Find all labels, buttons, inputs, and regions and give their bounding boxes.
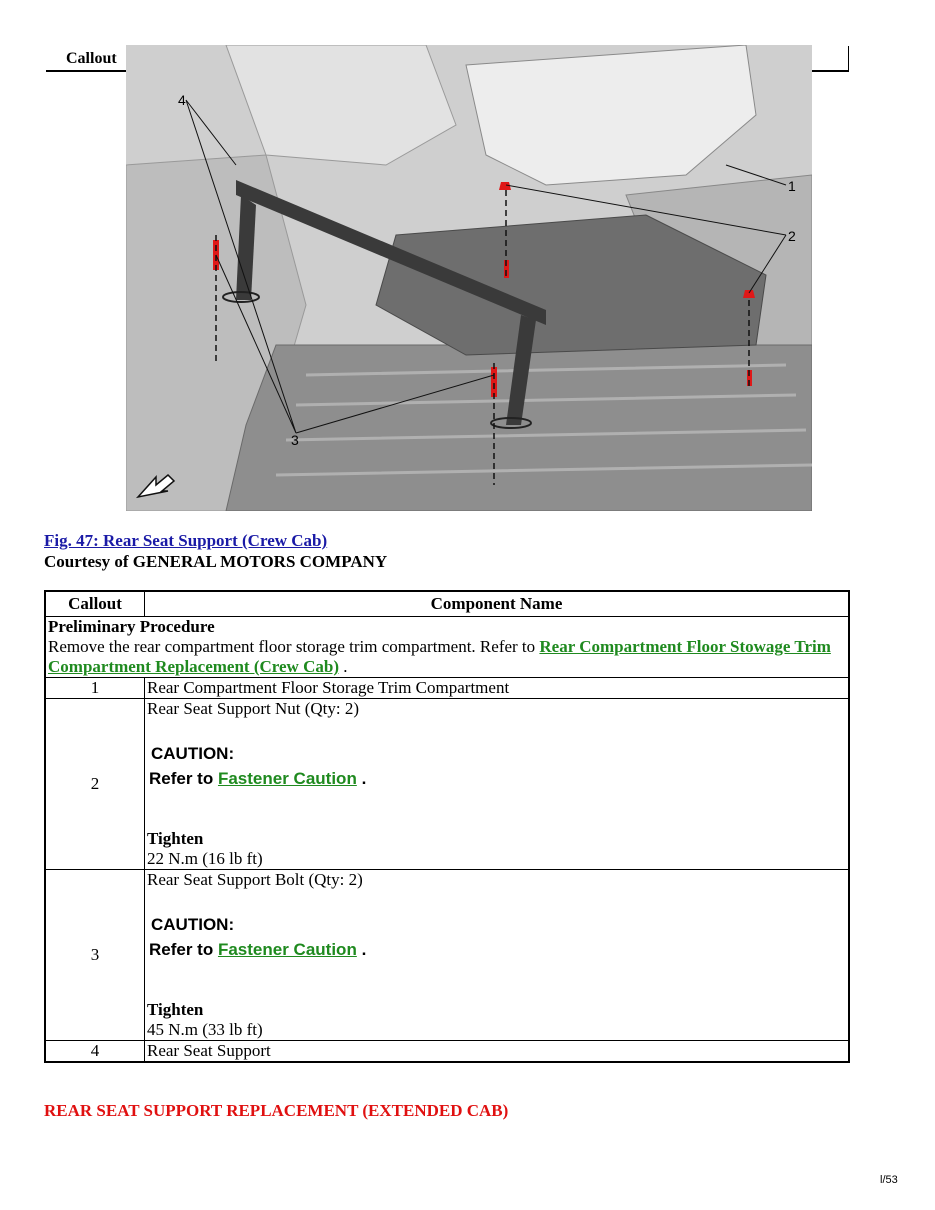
row-callout: 2 bbox=[45, 699, 145, 870]
header-callout: Callout bbox=[45, 591, 145, 617]
preliminary-text: Remove the rear compartment floor storage trim compartment. Refer to bbox=[48, 637, 536, 656]
hidden-header-callout: Callout bbox=[66, 50, 117, 67]
table-row bbox=[45, 699, 849, 870]
caution-reference bbox=[149, 766, 846, 791]
preliminary-procedure bbox=[45, 617, 849, 678]
row-callout: 1 bbox=[45, 678, 145, 699]
caution-reference bbox=[149, 937, 846, 962]
caution-end: . bbox=[361, 940, 367, 959]
illustration-drawing bbox=[126, 45, 812, 511]
torque-value: 22 N.m (16 lb ft) bbox=[147, 849, 263, 868]
component-table bbox=[44, 590, 850, 1063]
preliminary-link[interactable]: Rear Compartment Floor Stowage Trim Compartment Replacement (Crew Cab) bbox=[48, 637, 831, 676]
table-header-row bbox=[45, 591, 849, 617]
row-component-name: Rear Seat Support bbox=[145, 1041, 850, 1063]
figure-caption bbox=[44, 531, 327, 551]
caution-prefix: Refer to bbox=[149, 940, 214, 959]
caution-prefix: Refer to bbox=[149, 769, 214, 788]
caution-title: CAUTION: bbox=[151, 744, 235, 763]
row-component-name: Rear Seat Support Bolt (Qty: 2) bbox=[147, 870, 363, 889]
table-row bbox=[45, 678, 849, 699]
torque-value: 45 N.m (33 lb ft) bbox=[147, 1020, 263, 1039]
row-component-details bbox=[145, 870, 850, 1041]
preliminary-end: . bbox=[343, 657, 348, 676]
callout-label-4: 4 bbox=[178, 92, 186, 108]
callout-label-3: 3 bbox=[291, 432, 299, 448]
caution-end: . bbox=[361, 769, 367, 788]
tighten-label: Tighten bbox=[147, 1000, 204, 1019]
caution-title: CAUTION: bbox=[151, 915, 235, 934]
row-callout: 4 bbox=[45, 1041, 145, 1063]
table-row bbox=[45, 870, 849, 1041]
row-component-details bbox=[145, 699, 850, 870]
section-heading: REAR SEAT SUPPORT REPLACEMENT (EXTENDED CAB) bbox=[44, 1101, 509, 1120]
callout-label-2: 2 bbox=[788, 228, 796, 244]
table-row bbox=[45, 1041, 849, 1063]
tighten-label: Tighten bbox=[147, 829, 204, 848]
header-component-name: Component Name bbox=[145, 591, 850, 617]
row-component-name: Rear Compartment Floor Storage Trim Compartment bbox=[145, 678, 850, 699]
figure-caption-link[interactable]: Fig. 47: Rear Seat Support (Crew Cab) bbox=[44, 531, 328, 550]
caution-block bbox=[151, 741, 846, 791]
figure-courtesy: Courtesy of GENERAL MOTORS COMPANY bbox=[44, 552, 388, 571]
page-number: l/53 bbox=[880, 1174, 898, 1186]
fastener-caution-link[interactable]: Fastener Caution bbox=[217, 769, 357, 788]
callout-label-1: 1 bbox=[788, 178, 796, 194]
preliminary-title: Preliminary Procedure bbox=[48, 617, 215, 636]
fastener-caution-link[interactable]: Fastener Caution bbox=[217, 940, 357, 959]
preliminary-row bbox=[45, 617, 849, 678]
row-callout: 3 bbox=[45, 870, 145, 1041]
row-component-name: Rear Seat Support Nut (Qty: 2) bbox=[147, 699, 359, 718]
caution-block bbox=[151, 912, 846, 962]
rear-seat-support-illustration bbox=[126, 45, 812, 511]
